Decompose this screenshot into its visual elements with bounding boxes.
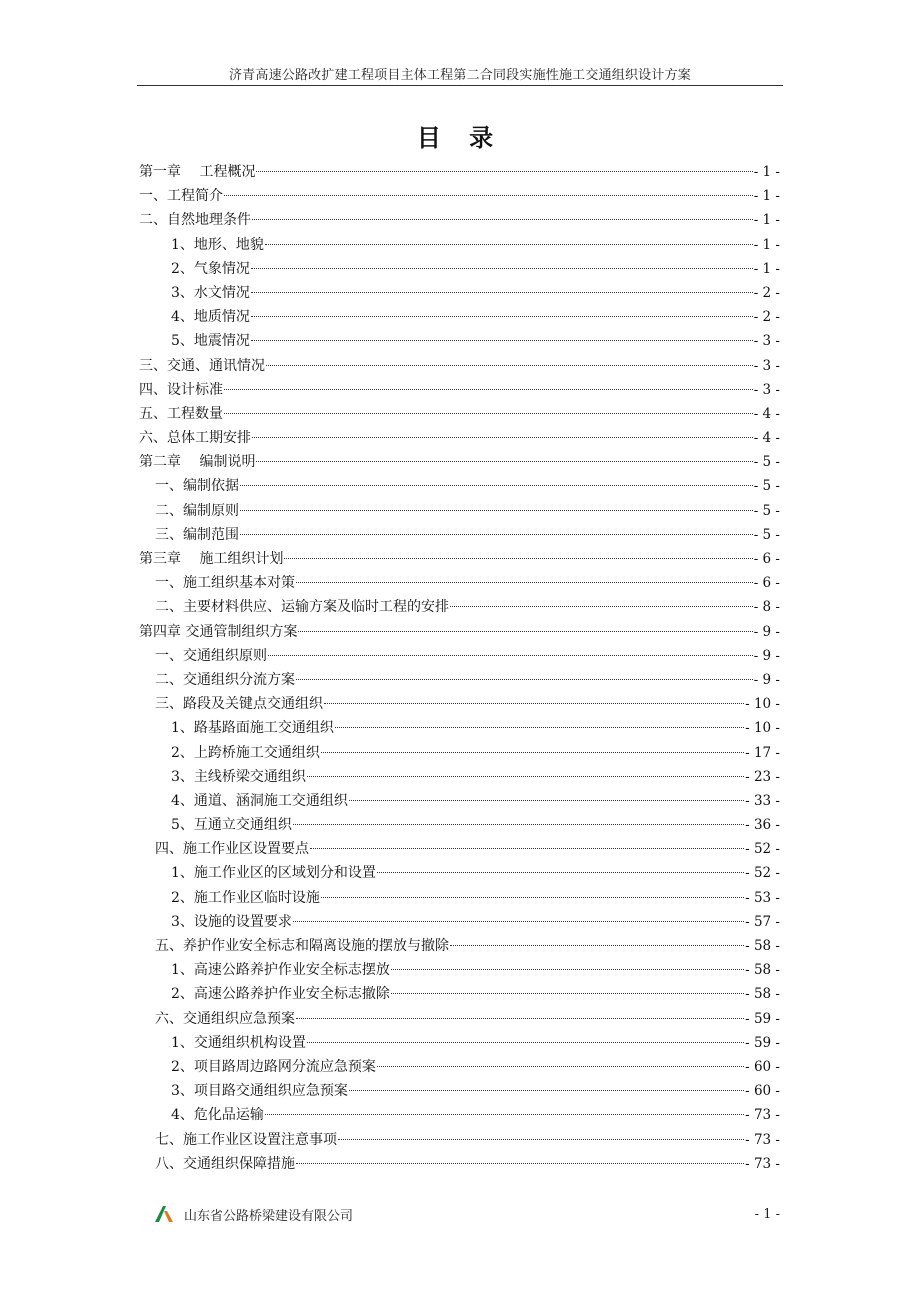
toc-entry[interactable] — [139, 1007, 780, 1031]
toc-entry-label: 1、交通组织机构设置 — [171, 1034, 306, 1051]
toc-entry-page: - 52 - — [745, 841, 780, 858]
toc-entry-page: - 53 - — [745, 889, 780, 906]
toc-entry-label: 二、自然地理条件 — [139, 212, 251, 229]
toc-dot-leader — [251, 340, 753, 341]
toc-dot-leader — [251, 268, 753, 269]
toc-entry-page: - 8 - — [753, 599, 780, 616]
toc-entry[interactable] — [139, 861, 780, 885]
toc-entry-page: - 9 - — [753, 647, 780, 664]
toc-dot-leader — [224, 413, 753, 414]
toc-entry-label: 二、交通组织分流方案 — [155, 671, 295, 688]
toc-entry-label: 2、气象情况 — [171, 260, 250, 277]
toc-entry[interactable] — [139, 426, 780, 450]
toc-entry-label: 2、高速公路养护作业安全标志撤除 — [171, 986, 390, 1003]
toc-dot-leader — [252, 437, 753, 438]
page-footer — [154, 1204, 780, 1224]
toc-entry-page: - 5 - — [753, 478, 780, 495]
toc-entry-page: - 59 - — [745, 1034, 780, 1051]
toc-entry[interactable] — [139, 402, 780, 426]
toc-dot-leader — [349, 1090, 744, 1091]
toc-entry[interactable] — [139, 741, 780, 765]
toc-dot-leader — [310, 848, 744, 849]
toc-entry[interactable] — [139, 1055, 780, 1079]
toc-entry-label: 1、路基路面施工交通组织 — [171, 720, 334, 737]
toc-entry-page: - 60 - — [745, 1058, 780, 1075]
toc-dot-leader — [296, 1163, 744, 1164]
toc-entry[interactable] — [139, 934, 780, 958]
toc-dot-leader — [391, 969, 744, 970]
toc-dot-leader — [268, 655, 753, 656]
toc-dot-leader — [240, 510, 753, 511]
footer-company-name: 山东省公路桥梁建设有限公司 — [184, 1208, 354, 1224]
toc-entry-page: - 73 - — [745, 1155, 780, 1172]
toc-entry[interactable] — [139, 692, 780, 716]
toc-entry-label: 八、交通组织保障措施 — [155, 1155, 295, 1172]
toc-entry[interactable] — [139, 982, 780, 1006]
toc-dot-leader — [296, 1018, 744, 1019]
toc-dot-leader — [296, 582, 753, 583]
toc-entry[interactable] — [139, 620, 780, 644]
toc-entry[interactable] — [139, 474, 780, 498]
toc-dot-leader — [298, 631, 752, 632]
toc-entry-page: - 58 - — [745, 938, 780, 954]
toc-entry-page: - 6 - — [753, 551, 780, 567]
toc-dot-leader — [321, 752, 744, 753]
toc-entry-page: - 3 - — [753, 381, 780, 398]
toc-dot-leader — [338, 1139, 744, 1140]
toc-entry-label: 3、项目路交通组织应急预案 — [171, 1083, 348, 1100]
toc-entry[interactable] — [139, 523, 780, 547]
toc-entry[interactable] — [139, 1128, 780, 1152]
toc-entry-page: - 5 - — [753, 502, 780, 519]
toc-dot-leader — [307, 776, 744, 777]
toc-entry-page: - 2 - — [753, 309, 780, 326]
toc-entry-label: 二、主要材料供应、运输方案及临时工程的安排 — [155, 599, 449, 616]
toc-dot-leader — [321, 897, 744, 898]
toc-entry-page: - 58 - — [745, 986, 780, 1003]
toc-entry-label: 3、设施的设置要求 — [171, 913, 292, 930]
toc-entry[interactable] — [139, 716, 780, 740]
toc-entry-label: 2、施工作业区临时设施 — [171, 889, 320, 906]
toc-entry-page: - 33 - — [745, 792, 780, 809]
toc-entry-label: 1、施工作业区的区域划分和设置 — [171, 865, 376, 882]
toc-dot-leader — [450, 606, 753, 607]
toc-entry-page: - 1 - — [753, 188, 780, 205]
toc-entry-page: - 4 - — [753, 430, 780, 447]
toc-dot-leader — [349, 800, 744, 801]
toc-entry-page: - 5 - — [753, 526, 780, 543]
toc-title: 目 录 — [416, 123, 504, 152]
toc-entry[interactable] — [139, 233, 780, 257]
toc-entry-label: 五、工程数量 — [139, 405, 223, 422]
toc-entry-page: - 58 - — [745, 962, 780, 979]
footer-page-number: - 1 - — [754, 1206, 780, 1222]
toc-entry-label: 第四章 交通管制组织方案 — [139, 623, 298, 640]
toc-dot-leader — [450, 945, 744, 946]
toc-entry-label: 1、高速公路养护作业安全标志摆放 — [171, 962, 390, 979]
toc-entry-page: - 60 - — [745, 1083, 780, 1100]
toc-entry-page: - 4 - — [753, 405, 780, 422]
company-logo-icon — [154, 1205, 174, 1223]
toc-entry[interactable] — [139, 378, 780, 402]
toc-entry-page: - 1 - — [753, 164, 780, 180]
toc-entry-label: 二、编制原则 — [155, 502, 239, 519]
toc-dot-leader — [293, 824, 744, 825]
toc-entry-label: 1、地形、地貌 — [171, 236, 264, 253]
toc-entry-page: - 3 - — [753, 333, 780, 350]
toc-entry[interactable] — [139, 499, 780, 523]
toc-entry-page: - 1 - — [753, 260, 780, 277]
toc-dot-leader — [265, 1114, 744, 1115]
toc-entry-page: - 1 - — [753, 236, 780, 253]
toc-entry[interactable] — [139, 595, 780, 619]
toc-entry[interactable] — [139, 547, 780, 571]
toc-entry-label: 七、施工作业区设置注意事项 — [155, 1131, 337, 1148]
toc-entry-label: 六、交通组织应急预案 — [155, 1010, 295, 1027]
toc-entry[interactable] — [139, 208, 780, 232]
toc-dot-leader — [252, 219, 753, 220]
toc-dot-leader — [251, 292, 753, 293]
toc-entry[interactable] — [139, 910, 780, 934]
toc-entry[interactable] — [139, 329, 780, 353]
toc-entry-label: 一、施工组织基本对策 — [155, 575, 295, 592]
toc-entry-label: 2、项目路周边路网分流应急预案 — [171, 1058, 376, 1075]
toc-entry[interactable] — [139, 281, 780, 305]
toc-entry[interactable] — [139, 813, 780, 837]
toc-entry[interactable] — [139, 450, 780, 474]
toc-entry[interactable] — [139, 765, 780, 789]
toc-entry-label: 四、设计标准 — [139, 381, 223, 398]
header-divider — [137, 85, 783, 86]
toc-dot-leader — [265, 244, 753, 245]
toc-entry-page: - 3 - — [753, 357, 780, 374]
toc-entry[interactable] — [139, 886, 780, 910]
toc-entry-label: 第一章 工程概况 — [139, 164, 256, 180]
toc-dot-leader — [335, 727, 744, 728]
table-of-contents — [139, 160, 780, 1176]
toc-dot-leader — [324, 703, 744, 704]
toc-entry-label: 4、危化品运输 — [171, 1107, 264, 1124]
toc-entry-page: - 6 - — [753, 575, 780, 592]
toc-entry-label: 四、施工作业区设置要点 — [155, 841, 309, 858]
toc-dot-leader — [266, 365, 753, 366]
toc-dot-leader — [293, 921, 744, 922]
toc-entry-label: 一、交通组织原则 — [155, 647, 267, 664]
toc-entry-label: 三、编制范围 — [155, 526, 239, 543]
toc-entry-page: - 1 - — [753, 212, 780, 229]
toc-dot-leader — [224, 389, 753, 390]
toc-entry[interactable] — [139, 184, 780, 208]
toc-entry[interactable] — [139, 160, 780, 184]
toc-entry[interactable] — [139, 668, 780, 692]
toc-dot-leader — [307, 1042, 744, 1043]
toc-dot-leader — [256, 171, 752, 172]
toc-entry-label: 3、水文情况 — [171, 284, 250, 301]
toc-entry-page: - 59 - — [745, 1010, 780, 1027]
toc-entry-page: - 10 - — [745, 720, 780, 737]
toc-entry[interactable] — [139, 305, 780, 329]
toc-entry-label: 一、编制依据 — [155, 478, 239, 495]
toc-entry-label: 4、通道、涵洞施工交通组织 — [171, 792, 348, 809]
toc-entry[interactable] — [139, 1152, 780, 1176]
toc-entry-page: - 5 - — [753, 454, 780, 471]
toc-entry-label: 第二章 编制说明 — [139, 454, 256, 471]
toc-dot-leader — [240, 485, 753, 486]
toc-dot-leader — [224, 195, 753, 196]
toc-entry-page: - 23 - — [745, 768, 780, 785]
toc-entry-page: - 10 - — [745, 696, 780, 713]
toc-entry-label: 5、互通立交通组织 — [171, 817, 292, 834]
toc-entry-label: 一、工程简介 — [139, 188, 223, 205]
toc-entry-label: 五、养护作业安全标志和隔离设施的摆放与撤除 — [155, 938, 449, 954]
toc-entry-label: 三、路段及关键点交通组织 — [155, 696, 323, 713]
toc-dot-leader — [377, 872, 744, 873]
toc-entry[interactable] — [139, 1103, 780, 1127]
toc-entry-label: 3、主线桥梁交通组织 — [171, 768, 306, 785]
toc-dot-leader — [256, 461, 752, 462]
toc-entry-page: - 52 - — [745, 865, 780, 882]
toc-entry-page: - 9 - — [753, 623, 780, 640]
toc-dot-leader — [284, 558, 752, 559]
toc-entry-label: 三、交通、通讯情况 — [139, 357, 265, 374]
toc-entry-page: - 73 - — [745, 1107, 780, 1124]
toc-dot-leader — [377, 1066, 744, 1067]
toc-entry[interactable] — [139, 354, 780, 378]
toc-entry[interactable] — [139, 257, 780, 281]
toc-dot-leader — [296, 679, 753, 680]
toc-entry[interactable] — [139, 644, 780, 668]
toc-entry-label: 第三章 施工组织计划 — [139, 551, 284, 567]
toc-entry-label: 4、地质情况 — [171, 309, 250, 326]
toc-entry-page: - 9 - — [753, 671, 780, 688]
toc-entry[interactable] — [139, 958, 780, 982]
toc-entry[interactable] — [139, 1079, 780, 1103]
toc-entry-page: - 2 - — [753, 284, 780, 301]
toc-entry-label: 5、地震情况 — [171, 333, 250, 350]
toc-entry-page: - 36 - — [745, 817, 780, 834]
toc-dot-leader — [240, 534, 753, 535]
toc-entry[interactable] — [139, 1031, 780, 1055]
toc-entry[interactable] — [139, 789, 780, 813]
toc-entry[interactable] — [139, 837, 780, 861]
toc-dot-leader — [391, 993, 744, 994]
toc-entry-page: - 17 - — [745, 744, 780, 761]
toc-entry-label: 六、总体工期安排 — [139, 430, 251, 447]
toc-dot-leader — [251, 316, 753, 317]
toc-entry-page: - 73 - — [745, 1131, 780, 1148]
toc-entry[interactable] — [139, 571, 780, 595]
toc-entry-label: 2、上跨桥施工交通组织 — [171, 744, 320, 761]
toc-entry-page: - 57 - — [745, 913, 780, 930]
page-header: 济青高速公路改扩建工程项目主体工程第二合同段实施性施工交通组织设计方案 — [228, 68, 691, 83]
